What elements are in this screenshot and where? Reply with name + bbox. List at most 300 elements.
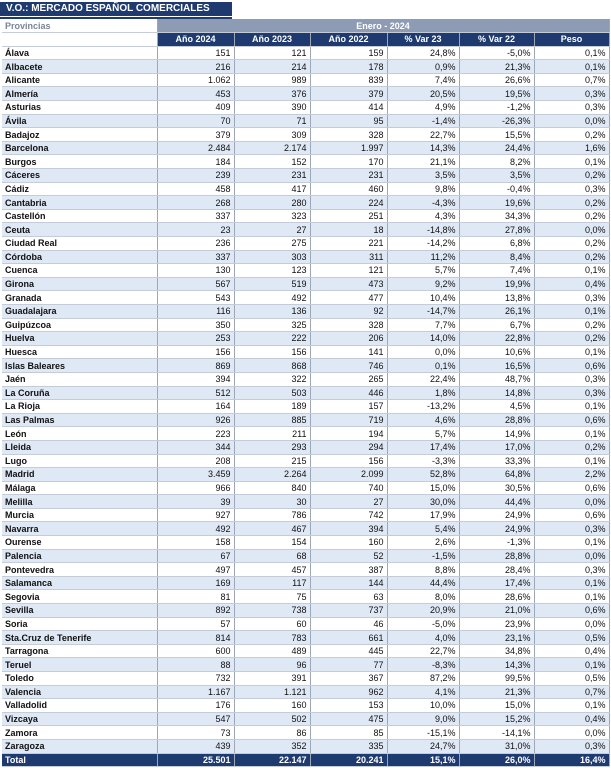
cell-2024: 268 (157, 196, 234, 210)
cell-2024: 184 (157, 155, 234, 169)
total-2022: 20.241 (310, 753, 387, 767)
cell-var22: 28,4% (459, 563, 534, 577)
cell-2024: 57 (157, 617, 234, 631)
cell-var23: 1,8% (387, 386, 459, 400)
cell-2023: 885 (234, 413, 310, 427)
cell-2023: 391 (234, 672, 310, 686)
cell-province: Málaga (2, 481, 157, 495)
cell-2023: 123 (234, 264, 310, 278)
column-header-row (2, 33, 609, 47)
cell-var23: -8,3% (387, 658, 459, 672)
cell-2022: 153 (310, 699, 387, 713)
cell-province: Guadalajara (2, 304, 157, 318)
cell-peso: 0,2% (534, 169, 609, 183)
cell-2023: 376 (234, 87, 310, 101)
cell-2022: 475 (310, 712, 387, 726)
cell-peso: 0,1% (534, 46, 609, 60)
cell-var23: 52,8% (387, 468, 459, 482)
cell-2024: 81 (157, 590, 234, 604)
cell-province: Cantabria (2, 196, 157, 210)
column-header-province: Provincias (2, 19, 157, 33)
total-2023: 22.147 (234, 753, 310, 767)
cell-2024: 1.062 (157, 73, 234, 87)
cell-province: Cuenca (2, 264, 157, 278)
cell-2022: 251 (310, 209, 387, 223)
cell-var22: 44,4% (459, 495, 534, 509)
cell-peso: 0,2% (534, 128, 609, 142)
cell-2023: 492 (234, 291, 310, 305)
table-row (2, 196, 609, 210)
cell-var22: 26,1% (459, 304, 534, 318)
cell-peso: 0,3% (534, 182, 609, 196)
cell-2022: 157 (310, 400, 387, 414)
cell-2022: 85 (310, 726, 387, 740)
cell-peso: 0,2% (534, 250, 609, 264)
cell-var23: 4,6% (387, 413, 459, 427)
cell-var22: 15,2% (459, 712, 534, 726)
cell-2023: 417 (234, 182, 310, 196)
cell-peso: 0,3% (534, 87, 609, 101)
cell-2022: 121 (310, 264, 387, 278)
cell-2022: 224 (310, 196, 387, 210)
cell-peso: 0,4% (534, 277, 609, 291)
cell-2024: 156 (157, 345, 234, 359)
cell-peso: 0,6% (534, 413, 609, 427)
column-header-peso: Peso (534, 33, 609, 47)
cell-2022: 328 (310, 318, 387, 332)
cell-2023: 1.121 (234, 685, 310, 699)
table-row (2, 155, 609, 169)
cell-province: Navarra (2, 522, 157, 536)
cell-var22: 4,5% (459, 400, 534, 414)
cell-var22: -14,1% (459, 726, 534, 740)
table-row (2, 454, 609, 468)
cell-2022: 661 (310, 631, 387, 645)
cell-peso: 0,1% (534, 576, 609, 590)
cell-var23: 8,8% (387, 563, 459, 577)
cell-2022: 328 (310, 128, 387, 142)
cell-2022: 1.997 (310, 141, 387, 155)
cell-2023: 457 (234, 563, 310, 577)
cell-2022: 311 (310, 250, 387, 264)
cell-2022: 170 (310, 155, 387, 169)
table-row (2, 413, 609, 427)
cell-2023: 231 (234, 169, 310, 183)
cell-2022: 77 (310, 658, 387, 672)
cell-var22: -0,4% (459, 182, 534, 196)
cell-var23: 7,4% (387, 73, 459, 87)
cell-var23: -4,3% (387, 196, 459, 210)
cell-2023: 738 (234, 604, 310, 618)
cell-peso: 0,1% (534, 345, 609, 359)
cell-var23: -13,2% (387, 400, 459, 414)
cell-var23: -15,1% (387, 726, 459, 740)
cell-province: Burgos (2, 155, 157, 169)
cell-province: Pontevedra (2, 563, 157, 577)
cell-2023: 30 (234, 495, 310, 509)
cell-var23: 14,3% (387, 141, 459, 155)
cell-var23: -14,2% (387, 237, 459, 251)
table-row (2, 169, 609, 183)
cell-peso: 0,5% (534, 672, 609, 686)
cell-var22: 27,8% (459, 223, 534, 237)
cell-province: Castellón (2, 209, 157, 223)
table-row (2, 522, 609, 536)
cell-2022: 160 (310, 536, 387, 550)
cell-province: Madrid (2, 468, 157, 482)
cell-peso: 0,2% (534, 332, 609, 346)
table-row (2, 685, 609, 699)
period-header-row (2, 19, 609, 33)
cell-var23: 15,0% (387, 481, 459, 495)
total-row (2, 753, 609, 767)
cell-province: Las Palmas (2, 413, 157, 427)
cell-peso: 0,0% (534, 223, 609, 237)
table-row (2, 563, 609, 577)
cell-peso: 0,1% (534, 304, 609, 318)
cell-2024: 497 (157, 563, 234, 577)
cell-var23: 20,5% (387, 87, 459, 101)
cell-2022: 92 (310, 304, 387, 318)
table-row (2, 590, 609, 604)
cell-province: La Rioja (2, 400, 157, 414)
cell-2022: 265 (310, 372, 387, 386)
cell-2022: 156 (310, 454, 387, 468)
cell-2024: 176 (157, 699, 234, 713)
table-row (2, 468, 609, 482)
cell-var22: 24,9% (459, 522, 534, 536)
table-row (2, 128, 609, 142)
cell-2023: 156 (234, 345, 310, 359)
cell-var23: 10,0% (387, 699, 459, 713)
cell-var22: 14,3% (459, 658, 534, 672)
cell-province: Ceuta (2, 223, 157, 237)
cell-2024: 732 (157, 672, 234, 686)
cell-peso: 0,6% (534, 508, 609, 522)
cell-2022: 27 (310, 495, 387, 509)
cell-2022: 379 (310, 87, 387, 101)
cell-2023: 503 (234, 386, 310, 400)
cell-2022: 737 (310, 604, 387, 618)
cell-2024: 547 (157, 712, 234, 726)
cell-var23: 3,5% (387, 169, 459, 183)
cell-peso: 0,6% (534, 481, 609, 495)
table-row (2, 73, 609, 87)
cell-province: Córdoba (2, 250, 157, 264)
cell-province: Jaén (2, 372, 157, 386)
cell-2024: 70 (157, 114, 234, 128)
cell-2022: 740 (310, 481, 387, 495)
cell-peso: 0,1% (534, 536, 609, 550)
cell-var23: 17,9% (387, 508, 459, 522)
cell-peso: 0,3% (534, 563, 609, 577)
cell-var23: 14,0% (387, 332, 459, 346)
cell-province: Cáceres (2, 169, 157, 183)
cell-var23: 24,8% (387, 46, 459, 60)
cell-2022: 414 (310, 101, 387, 115)
cell-2023: 96 (234, 658, 310, 672)
cell-province: Salamanca (2, 576, 157, 590)
table-row (2, 345, 609, 359)
cell-var22: 48,7% (459, 372, 534, 386)
cell-2022: 294 (310, 440, 387, 454)
cell-var22: 13,8% (459, 291, 534, 305)
cell-var23: 8,0% (387, 590, 459, 604)
cell-province: Murcia (2, 508, 157, 522)
cell-2024: 3.459 (157, 468, 234, 482)
table-row (2, 332, 609, 346)
cell-2024: 892 (157, 604, 234, 618)
table-row (2, 60, 609, 74)
table-row (2, 114, 609, 128)
cell-var22: 15,5% (459, 128, 534, 142)
cell-peso: 0,1% (534, 60, 609, 74)
cell-province: Barcelona (2, 141, 157, 155)
cell-2022: 144 (310, 576, 387, 590)
cell-province: Islas Baleares (2, 359, 157, 373)
cell-province: León (2, 427, 157, 441)
cell-2023: 154 (234, 536, 310, 550)
cell-2022: 18 (310, 223, 387, 237)
cell-peso: 0,0% (534, 726, 609, 740)
cell-2024: 67 (157, 549, 234, 563)
cell-var23: 4,1% (387, 685, 459, 699)
cell-var22: 14,8% (459, 386, 534, 400)
cell-2023: 322 (234, 372, 310, 386)
cell-2023: 117 (234, 576, 310, 590)
cell-peso: 0,0% (534, 617, 609, 631)
cell-2023: 68 (234, 549, 310, 563)
cell-2023: 2.174 (234, 141, 310, 155)
cell-peso: 0,3% (534, 739, 609, 753)
cell-var22: 23,9% (459, 617, 534, 631)
cell-peso: 0,7% (534, 685, 609, 699)
cell-2024: 151 (157, 46, 234, 60)
cell-var23: 87,2% (387, 672, 459, 686)
cell-var22: -1,3% (459, 536, 534, 550)
cell-province: Segovia (2, 590, 157, 604)
cell-2023: 71 (234, 114, 310, 128)
column-header-2023: Año 2023 (234, 33, 310, 47)
cell-2024: 567 (157, 277, 234, 291)
cell-2023: 786 (234, 508, 310, 522)
cell-var22: 99,5% (459, 672, 534, 686)
cell-var22: 34,3% (459, 209, 534, 223)
cell-var23: 22,4% (387, 372, 459, 386)
cell-var23: 20,9% (387, 604, 459, 618)
cell-var23: -14,7% (387, 304, 459, 318)
cell-2022: 387 (310, 563, 387, 577)
cell-var22: 10,6% (459, 345, 534, 359)
cell-province: Vizcaya (2, 712, 157, 726)
cell-peso: 0,7% (534, 73, 609, 87)
cell-2024: 337 (157, 250, 234, 264)
cell-2024: 814 (157, 631, 234, 645)
total-2024: 25.501 (157, 753, 234, 767)
column-header-blank (2, 33, 157, 47)
cell-var23: 0,1% (387, 359, 459, 373)
cell-peso: 1,6% (534, 141, 609, 155)
cell-var23: 44,4% (387, 576, 459, 590)
cell-2022: 52 (310, 549, 387, 563)
cell-province: Soria (2, 617, 157, 631)
cell-2024: 158 (157, 536, 234, 550)
cell-var23: 9,8% (387, 182, 459, 196)
table-row (2, 46, 609, 60)
cell-2022: 742 (310, 508, 387, 522)
report-title: V.O.: MERCADO ESPAÑOL COMERCIALES (0, 2, 232, 16)
column-header-var23: % Var 23 (387, 33, 459, 47)
cell-2024: 164 (157, 400, 234, 414)
cell-2022: 719 (310, 413, 387, 427)
table-row (2, 141, 609, 155)
cell-2022: 460 (310, 182, 387, 196)
cell-2023: 989 (234, 73, 310, 87)
cell-province: Asturias (2, 101, 157, 115)
table-row (2, 631, 609, 645)
table-row (2, 712, 609, 726)
cell-var23: 10,4% (387, 291, 459, 305)
table-row (2, 726, 609, 740)
cell-2023: 489 (234, 644, 310, 658)
cell-2022: 445 (310, 644, 387, 658)
cell-province: Álava (2, 46, 157, 60)
cell-2023: 519 (234, 277, 310, 291)
cell-2024: 39 (157, 495, 234, 509)
cell-peso: 0,2% (534, 196, 609, 210)
cell-peso: 0,3% (534, 386, 609, 400)
cell-2024: 350 (157, 318, 234, 332)
cell-2023: 75 (234, 590, 310, 604)
cell-var22: 33,3% (459, 454, 534, 468)
cell-var22: 8,2% (459, 155, 534, 169)
cell-province: Sevilla (2, 604, 157, 618)
cell-var23: 9,0% (387, 712, 459, 726)
cell-var23: -1,4% (387, 114, 459, 128)
cell-var22: 26,6% (459, 73, 534, 87)
cell-2024: 130 (157, 264, 234, 278)
cell-province: Guipúzcoa (2, 318, 157, 332)
table-row (2, 672, 609, 686)
cell-province: Ciudad Real (2, 237, 157, 251)
table-row (2, 427, 609, 441)
cell-2024: 458 (157, 182, 234, 196)
cell-2022: 178 (310, 60, 387, 74)
cell-peso: 0,1% (534, 264, 609, 278)
cell-var22: 16,5% (459, 359, 534, 373)
cell-var23: 0,0% (387, 345, 459, 359)
cell-var22: 28,6% (459, 590, 534, 604)
cell-2023: 323 (234, 209, 310, 223)
cell-province: Lugo (2, 454, 157, 468)
table-row (2, 576, 609, 590)
cell-2023: 303 (234, 250, 310, 264)
cell-var23: 2,6% (387, 536, 459, 550)
cell-2023: 280 (234, 196, 310, 210)
cell-2024: 236 (157, 237, 234, 251)
cell-2023: 189 (234, 400, 310, 414)
cell-var22: 15,0% (459, 699, 534, 713)
table-row (2, 604, 609, 618)
cell-peso: 0,4% (534, 644, 609, 658)
total-peso: 16,4% (534, 753, 609, 767)
cell-2023: 214 (234, 60, 310, 74)
cell-2022: 63 (310, 590, 387, 604)
cell-peso: 0,4% (534, 712, 609, 726)
table-body (2, 46, 609, 753)
total-var23: 15,1% (387, 753, 459, 767)
cell-2022: 367 (310, 672, 387, 686)
cell-province: Girona (2, 277, 157, 291)
cell-peso: 0,2% (534, 237, 609, 251)
cell-peso: 0,1% (534, 699, 609, 713)
cell-var23: 4,3% (387, 209, 459, 223)
table-row (2, 101, 609, 115)
cell-var22: 28,8% (459, 413, 534, 427)
cell-2023: 502 (234, 712, 310, 726)
cell-2024: 512 (157, 386, 234, 400)
cell-var23: 22,7% (387, 644, 459, 658)
cell-peso: 0,1% (534, 155, 609, 169)
cell-var22: 21,3% (459, 60, 534, 74)
table-row (2, 440, 609, 454)
table-row (2, 250, 609, 264)
cell-2024: 966 (157, 481, 234, 495)
table-row (2, 658, 609, 672)
cell-var23: 4,0% (387, 631, 459, 645)
cell-province: Huelva (2, 332, 157, 346)
cell-2024: 543 (157, 291, 234, 305)
cell-2023: 60 (234, 617, 310, 631)
cell-2023: 160 (234, 699, 310, 713)
cell-province: Tarragona (2, 644, 157, 658)
cell-peso: 2,2% (534, 468, 609, 482)
cell-2023: 840 (234, 481, 310, 495)
cell-peso: 0,1% (534, 427, 609, 441)
cell-var22: 6,8% (459, 237, 534, 251)
cell-province: Cádiz (2, 182, 157, 196)
cell-2023: 222 (234, 332, 310, 346)
cell-var23: -5,0% (387, 617, 459, 631)
cell-2024: 1.167 (157, 685, 234, 699)
cell-peso: 0,5% (534, 631, 609, 645)
cell-2023: 325 (234, 318, 310, 332)
cell-province: Toledo (2, 672, 157, 686)
cell-var23: 30,0% (387, 495, 459, 509)
cell-2022: 231 (310, 169, 387, 183)
table-row (2, 87, 609, 101)
cell-2024: 116 (157, 304, 234, 318)
cell-var23: 7,7% (387, 318, 459, 332)
cell-province: Albacete (2, 60, 157, 74)
table-row (2, 237, 609, 251)
cell-peso: 0,6% (534, 604, 609, 618)
cell-2023: 783 (234, 631, 310, 645)
cell-province: Zamora (2, 726, 157, 740)
table-row (2, 617, 609, 631)
cell-2024: 73 (157, 726, 234, 740)
cell-var22: 19,5% (459, 87, 534, 101)
cell-var23: 21,1% (387, 155, 459, 169)
cell-2024: 869 (157, 359, 234, 373)
total-var22: 26,0% (459, 753, 534, 767)
table-row (2, 508, 609, 522)
cell-peso: 0,3% (534, 372, 609, 386)
cell-var22: 23,1% (459, 631, 534, 645)
cell-peso: 0,0% (534, 114, 609, 128)
cell-2024: 344 (157, 440, 234, 454)
cell-var23: 5,4% (387, 522, 459, 536)
